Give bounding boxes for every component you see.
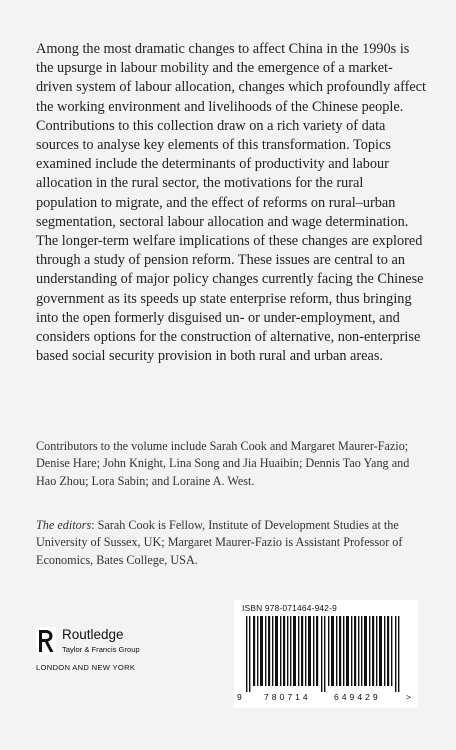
barcode-end-marker: > — [406, 692, 412, 702]
contributors-paragraph: Contributors to the volume include Sarah Cook and Margaret Maurer-Fazio; Denise Hare; John Knight, Lina Song and Jia Huaibin; Dennis Tao Yang and Hao Zhou; Lora Sabin; and Loraine A. West. — [36, 439, 410, 488]
publisher-group: Taylor & Francis Group — [62, 645, 140, 654]
editors-text: : Sarah Cook is Fellow, Institute of Development Studies at the University of Sussex, UK; Margaret Maurer-Fazio is Assistant Professor of Economics, Bates College, USA. — [36, 518, 403, 567]
editors-paragraph — [36, 517, 428, 569]
publisher-location: LONDON AND NEW YORK — [36, 663, 136, 672]
publisher-logo — [34, 625, 164, 685]
editors-label: The editors — [36, 518, 92, 532]
barcode-box — [234, 600, 418, 708]
routledge-r-logo-icon — [36, 627, 56, 655]
isbn-label: ISBN 978-071464-942-9 — [242, 603, 337, 613]
blurb-paragraph: Among the most dramatic changes to affect China in the 1990s is the upsurge in labour mobility and the emergence of a market-driven system of labour allocation, changes which profoundly affect the working environment and livelihoods of the Chinese people. Contributions to this collection draw on a rich variety of data sources to analyse key elements of this transformation. Topics examined include the determinants of productivity and labour allocation in the rural sector, the motivations for the rural population to migrate, and the effect of reforms on rural–urban segmentation, sectoral labour allocation and wage determination. The longer-term welfare implications of these changes are explored through a study of pension reform. These issues are central to an understanding of major policy changes currently facing the Chinese government as its speeds up state enterprise reform, thus bringing into the open formerly disguised un- or under-employment, and considers options for the construction of alternative, non-enterprise based social security provision in both rural and urban areas. — [36, 41, 427, 365]
barcode-bars — [240, 616, 412, 692]
barcode-digits-group-1: 780714 — [264, 692, 311, 702]
barcode-digit-first: 9 — [237, 692, 242, 702]
barcode-digits-group-2: 649429 — [334, 692, 381, 702]
publisher-name: Routledge — [62, 627, 124, 642]
